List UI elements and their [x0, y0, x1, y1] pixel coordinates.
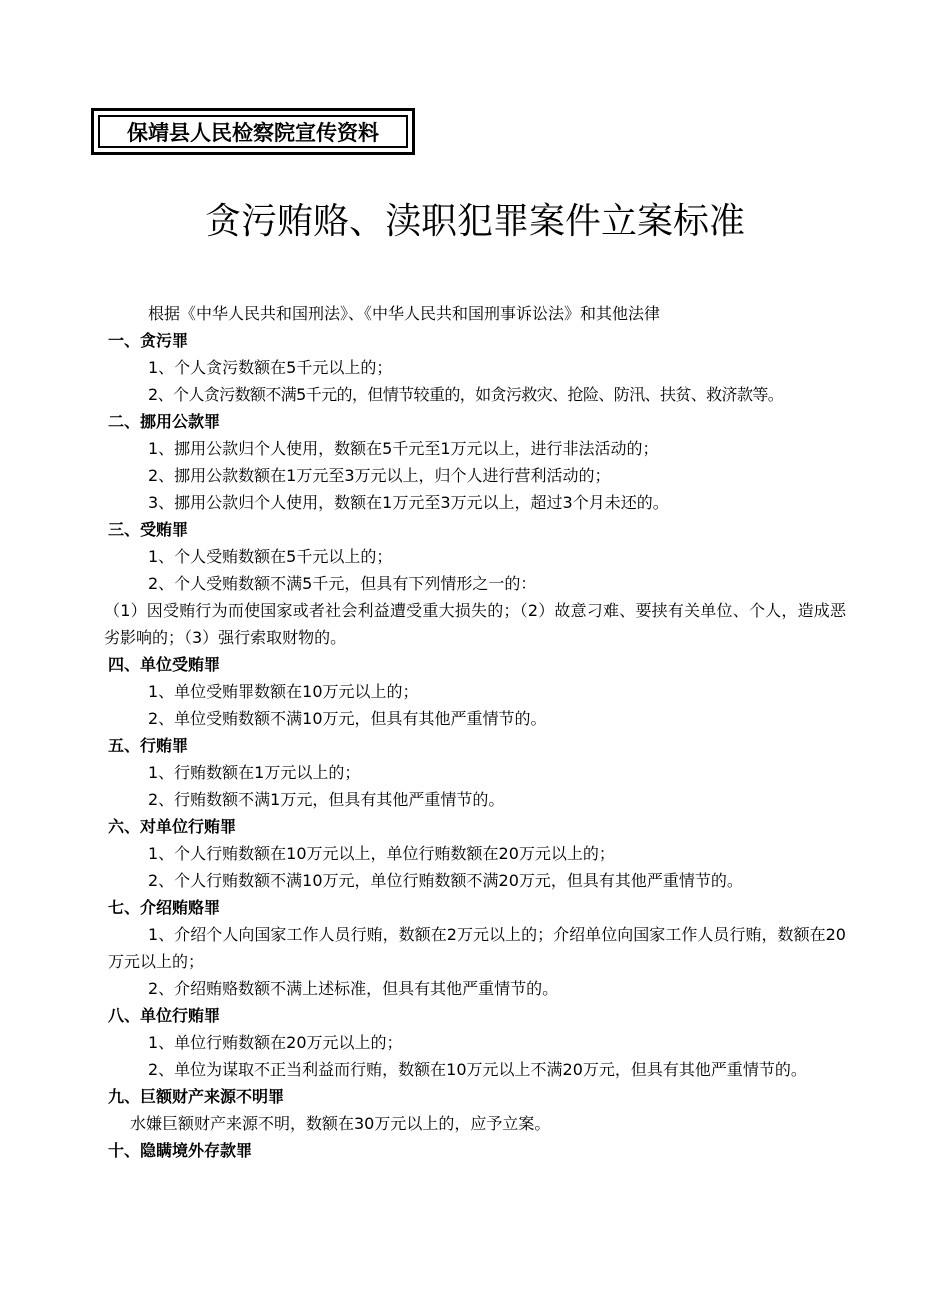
- section-8-item-2: 2、单位为谋取不正当利益而行贿，数额在10万元以上不满20万元，但具有其他严重情节的。: [148, 1060, 807, 1079]
- document-body: [104, 300, 846, 1164]
- section-6-item-2: 2、个人行贿数额不满10万元，单位行贿数额不满20万元，但具有其他严重情节的。: [148, 871, 743, 890]
- section-7-item-2: 2、介绍贿赂数额不满上述标准，但具有其他严重情节的。: [148, 979, 559, 998]
- section-heading-3: 三、受贿罪: [108, 520, 189, 539]
- section-1-item-1: 1、个人贪污数额在5千元以上的；: [148, 358, 393, 377]
- document-title: 贪污贿赂、渎职犯罪案件立案标准: [204, 201, 745, 242]
- section-2-item-2: 2、挪用公款数额在1万元至3万元以上，归个人进行营利活动的；: [148, 466, 611, 485]
- section-9-note: 水嫌巨额财产来源不明，数额在30万元以上的，应予立案。: [130, 1114, 551, 1133]
- section-8-item-1: 1、单位行贿数额在20万元以上的；: [148, 1033, 403, 1052]
- section-heading-9: 九、巨额财产来源不明罪: [108, 1087, 285, 1106]
- section-2-item-3: 3、挪用公款归个人使用，数额在1万元至3万元以上，超过3个月未还的。: [148, 493, 669, 512]
- section-heading-1: 一、贪污罪: [108, 331, 189, 350]
- section-heading-6: 六、对单位行贿罪: [108, 817, 237, 836]
- section-6-item-1: 1、个人行贿数额在10万元以上，单位行贿数额在20万元以上的；: [148, 844, 615, 863]
- section-2-item-1: 1、挪用公款归个人使用，数额在5千元至1万元以上，进行非法活动的；: [148, 439, 659, 458]
- org-label: 保靖县人民检察院宣传资料: [98, 115, 408, 148]
- section-4-item-2: 2、单位受贿数额不满10万元，但具有其他严重情节的。: [148, 709, 547, 728]
- section-3-item-2: 2、个人受贿数额不满5千元，但具有下列情形之一的：: [148, 574, 537, 593]
- section-heading-7: 七、介绍贿赂罪: [108, 898, 221, 917]
- section-1-item-2: 2、个人贪污数额不满5千元的，但情节较重的，如贪污救灾、抢险、防汛、扶贫、救济款等。: [148, 385, 784, 404]
- section-3-extra: （1）因受贿行为而使国家或者社会利益遭受重大损失的；（2）故意刁难、要挟有关单位、个人，造成恶劣影响的；（3）强行索取财物的。: [104, 601, 846, 647]
- org-label-box: [91, 108, 415, 155]
- intro-paragraph: 根据《中华人民共和国刑法》、《中华人民共和国刑事诉讼法》和其他法律: [148, 304, 661, 323]
- section-4-item-1: 1、单位受贿罪数额在10万元以上的；: [148, 682, 419, 701]
- section-3-item-1: 1、个人受贿数额在5千元以上的；: [148, 547, 393, 566]
- section-7-item-1: 1、介绍个人向国家工作人员行贿，数额在2万元以上的；介绍单位向国家工作人员行贿，数额在20万元以上的；: [108, 925, 846, 971]
- section-heading-5: 五、行贿罪: [108, 736, 189, 755]
- section-heading-10: 十、隐瞒境外存款罪: [108, 1141, 253, 1160]
- section-heading-2: 二、挪用公款罪: [108, 412, 221, 431]
- section-heading-8: 八、单位行贿罪: [108, 1006, 221, 1025]
- section-5-item-1: 1、行贿数额在1万元以上的；: [148, 763, 361, 782]
- section-heading-4: 四、单位受贿罪: [108, 655, 221, 674]
- section-5-item-2: 2、行贿数额不满1万元，但具有其他严重情节的。: [148, 790, 505, 809]
